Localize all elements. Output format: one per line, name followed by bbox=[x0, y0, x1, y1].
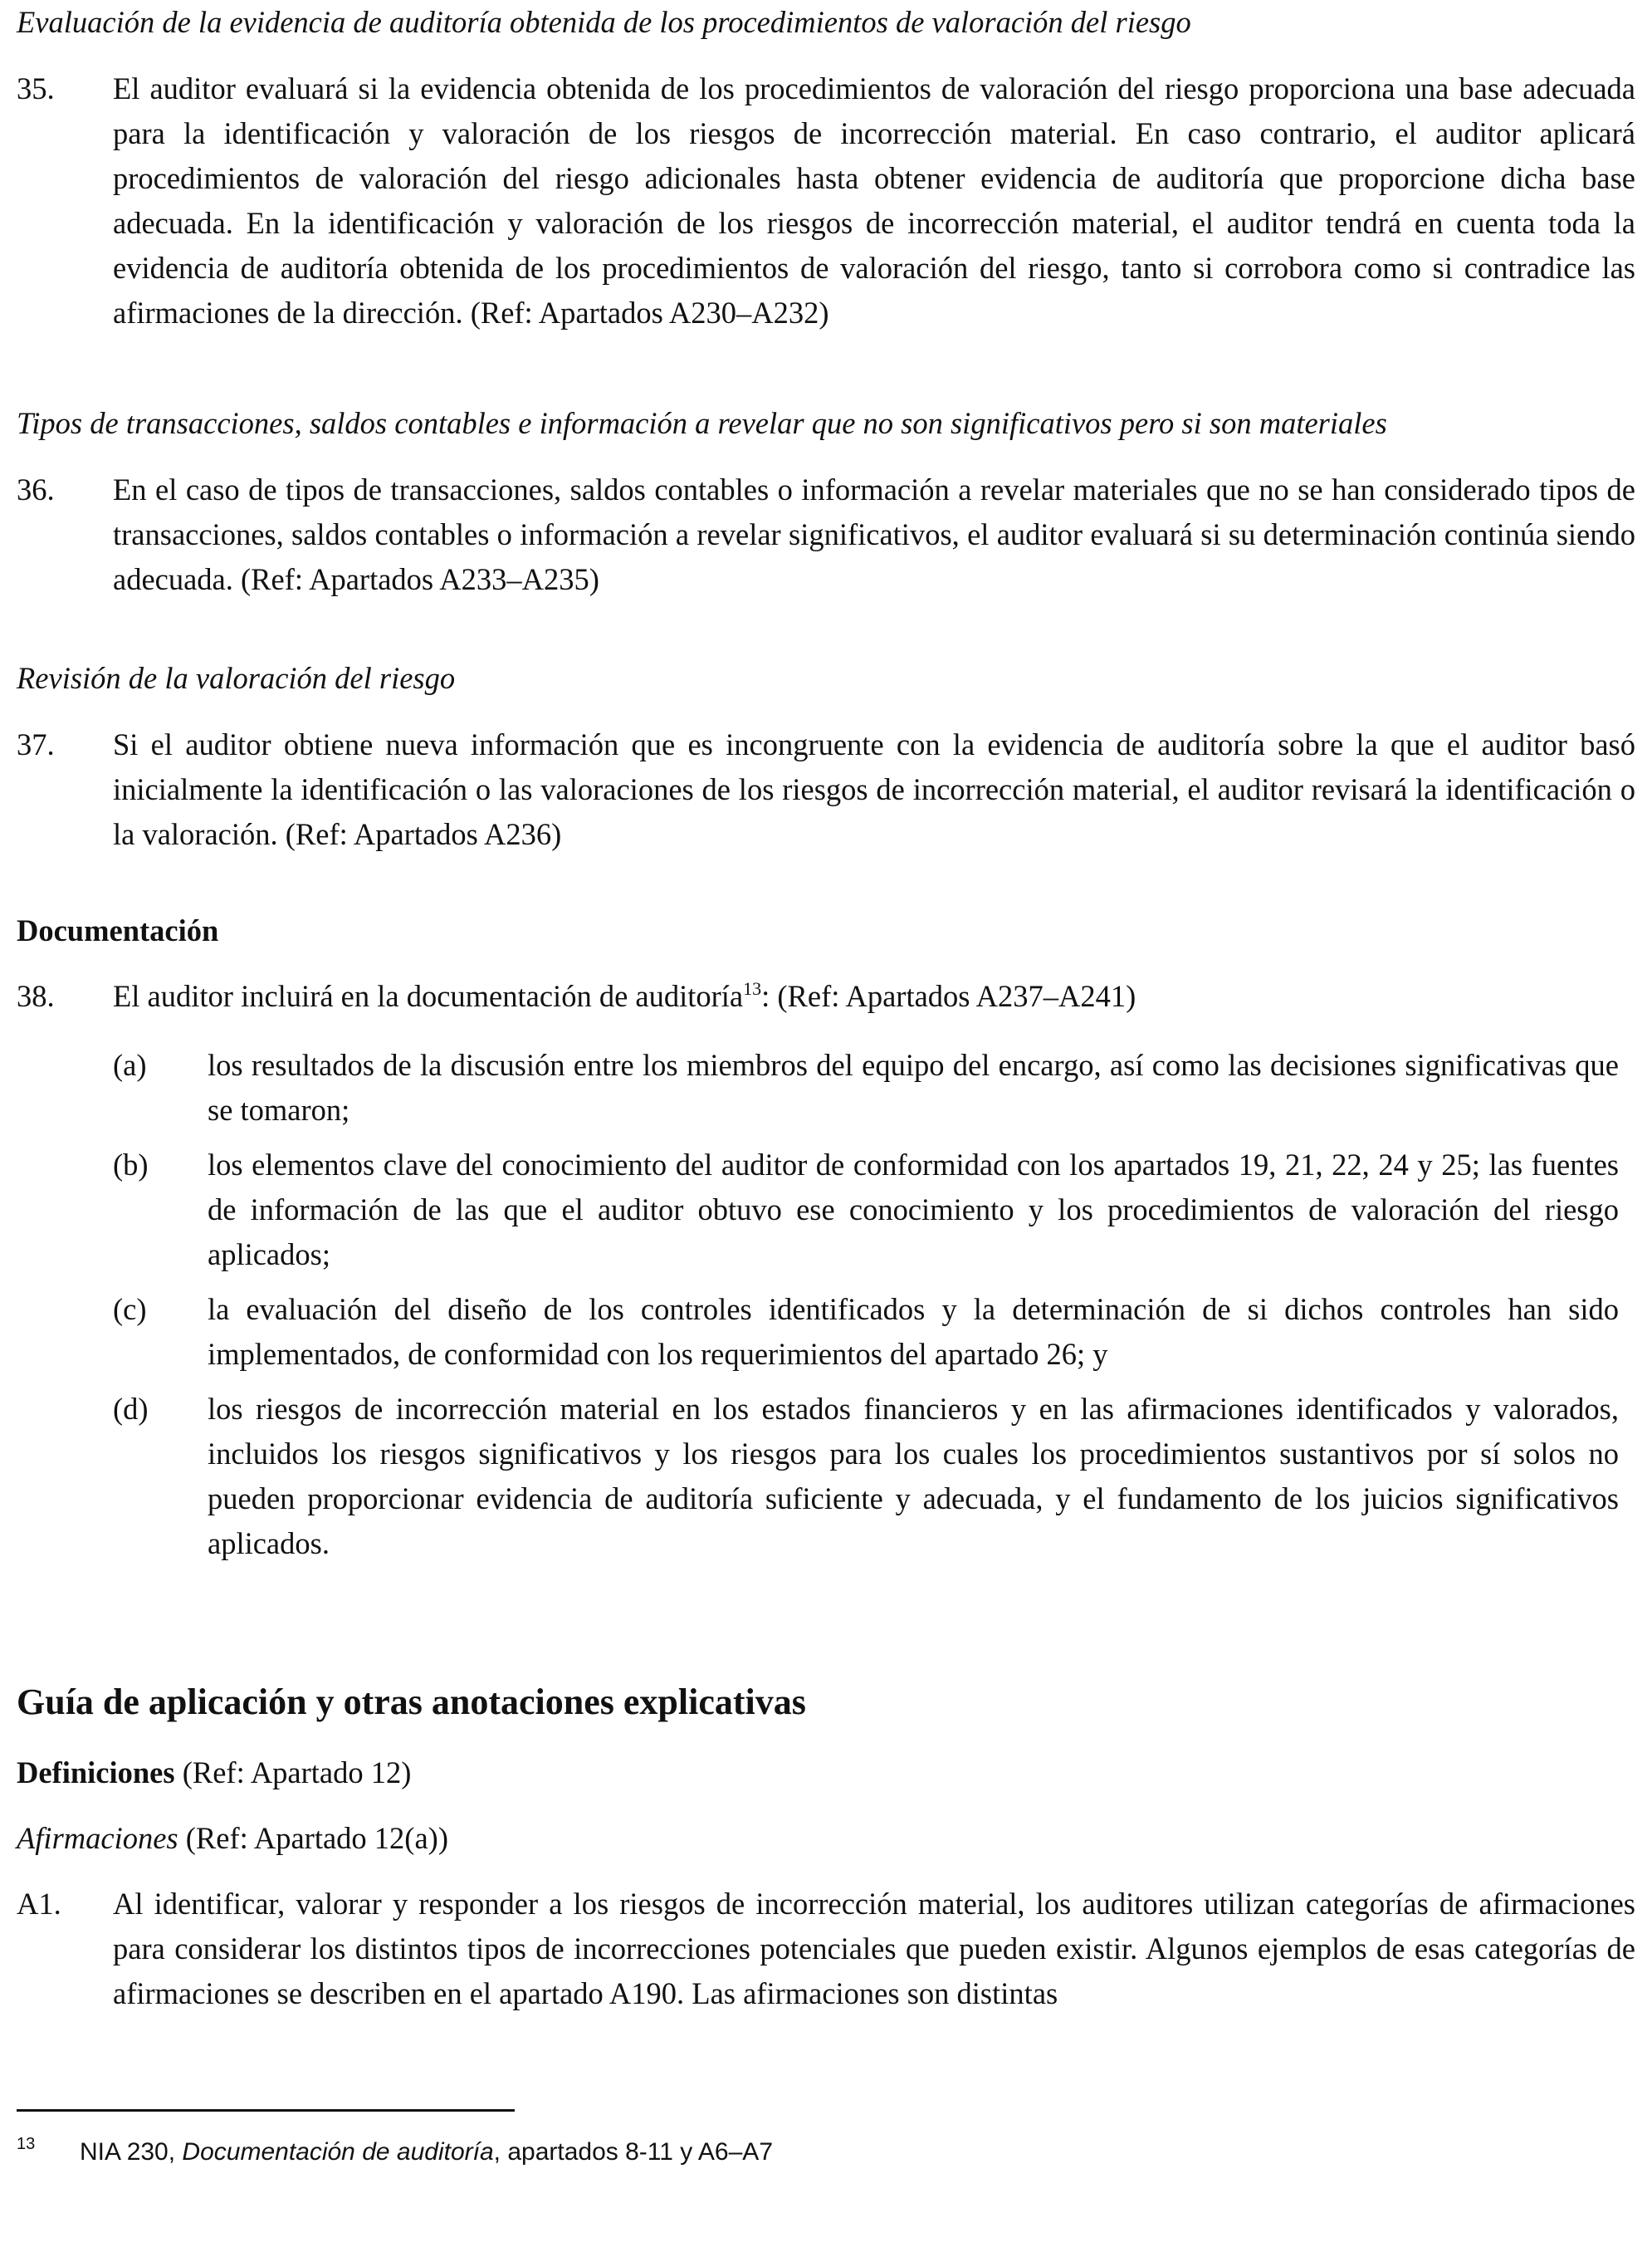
paragraph-A1 bbox=[17, 1882, 1635, 2016]
list-item-a bbox=[113, 1043, 1619, 1133]
list-item-d bbox=[113, 1387, 1619, 1566]
footnote-text-before: NIA 230, bbox=[80, 2138, 183, 2166]
item-label: (a) bbox=[113, 1048, 147, 1082]
list-item-b bbox=[113, 1143, 1619, 1277]
item-text: los riesgos de incorrección material en los estados financieros y en las afirmaciones identificados y valorados, incluidos los riesgos significativos y los riesgos para los cuales los procedimientos sustantivos por sí solos no pueden proporcionar evidencia de auditoría suficiente y adecuada, y el fundamento de los juicios significativos aplicados. bbox=[208, 1392, 1619, 1560]
paragraph-37 bbox=[17, 722, 1635, 857]
paragraph-number: 36. bbox=[17, 472, 55, 507]
paragraph-number: 37. bbox=[17, 727, 55, 761]
section-heading-definitions bbox=[17, 1750, 411, 1795]
item-text: los elementos clave del conocimiento del auditor de conformidad con los apartados 19, 21, 22, 24 y 25; las fuentes de información de las que el auditor obtuvo ese conocimiento y los procedimientos de valoración del riesgo aplicados; bbox=[208, 1148, 1619, 1271]
section-heading-assertions bbox=[17, 1816, 448, 1861]
footnote-title: Documentación de auditoría bbox=[182, 2138, 494, 2166]
paragraph-text: En el caso de tipos de transacciones, saldos contables o información a revelar materiales que no se han considerado tipos de transacciones, saldos contables o información a revelar significativos, el auditor evaluará si su determinación continúa siendo adecuada. (Ref: Apartados A233–A235) bbox=[113, 472, 1635, 596]
paragraph-text: El auditor evaluará si la evidencia obtenida de los procedimientos de valoración del riesgo proporciona una base adecuada para la identificación y valoración de los riesgos de incorrección material. En caso contrario, el auditor aplicará procedimientos de valoración del riesgo adicionales hasta obtener evidencia de auditoría que proporcione dicha base adecuada. En la identificación y valoración de los riesgos de incorrección material, el auditor tendrá en cuenta toda la evidencia de auditoría obtenida de los procedimientos de valoración del riesgo, tanto si corrobora como si contradice las afirmaciones de la dirección. (Ref: Apartados A230–A232) bbox=[113, 71, 1635, 330]
footnote-reference: 13 bbox=[743, 978, 762, 999]
footnote-number: 13 bbox=[17, 2135, 36, 2153]
footnote-text-after: , apartados 8-11 y A6–A7 bbox=[493, 2138, 773, 2166]
section-heading-evaluation: Evaluación de la evidencia de auditoría obtenida de los procedimientos de valoración del riesgo bbox=[17, 5, 1191, 39]
list-item-c bbox=[113, 1287, 1619, 1377]
section-heading-application-guide: Guía de aplicación y otras anotaciones explicativas bbox=[17, 1682, 806, 1722]
item-text: la evaluación del diseño de los controles identificados y la determinación de si dichos controles han sido implementados, de conformidad con los requerimientos del apartado 26; y bbox=[208, 1292, 1619, 1371]
paragraph-38-items bbox=[113, 1043, 1619, 1576]
assertions-title: Afirmaciones bbox=[17, 1821, 178, 1855]
section-heading-revision: Revisión de la valoración del riesgo bbox=[17, 661, 456, 695]
assertions-ref: (Ref: Apartado 12(a)) bbox=[178, 1821, 448, 1855]
definitions-ref: (Ref: Apartado 12) bbox=[174, 1755, 412, 1789]
paragraph-number: 38. bbox=[17, 979, 55, 1013]
item-label: (c) bbox=[113, 1292, 147, 1326]
paragraph-35 bbox=[17, 66, 1635, 335]
paragraph-text bbox=[113, 974, 1635, 1019]
section-heading-non-significant: Tipos de transacciones, saldos contables e información a revelar que no son significativos pero si son materiales bbox=[17, 406, 1387, 440]
item-text: los resultados de la discusión entre los miembros del equipo del encargo, así como las decisiones significativas que se tomaron; bbox=[208, 1048, 1619, 1127]
paragraph-38 bbox=[17, 974, 1635, 1019]
item-label: (d) bbox=[113, 1392, 149, 1426]
paragraph-38-text-after: : (Ref: Apartados A237–A241) bbox=[761, 979, 1136, 1013]
paragraph-38-text-before: El auditor incluirá en la documentación de auditoría bbox=[113, 979, 744, 1013]
paragraph-text: Si el auditor obtiene nueva información que es incongruente con la evidencia de auditoría sobre la que el auditor basó inicialmente la identificación o las valoraciones de los riesgos de incorrección material, el auditor revisará la identificación o la valoración. (Ref: Apartados A236) bbox=[113, 727, 1635, 851]
item-label: (b) bbox=[113, 1148, 149, 1182]
paragraph-text: Al identificar, valorar y responder a los riesgos de incorrección material, los auditores utilizan categorías de afirmaciones para considerar los distintos tipos de incorrecciones potenciales que pueden existir. Algunos ejemplos de esas categorías de afirmaciones se describen en el apartado A190. Las afirmaciones son distintas bbox=[113, 1887, 1635, 2010]
footnote-separator bbox=[17, 2109, 515, 2112]
paragraph-number: 35. bbox=[17, 71, 55, 105]
definitions-title: Definiciones bbox=[17, 1755, 175, 1789]
footnote-text bbox=[80, 2136, 773, 2169]
paragraph-number: A1. bbox=[17, 1887, 61, 1921]
paragraph-36 bbox=[17, 468, 1635, 602]
section-heading-documentation: Documentación bbox=[17, 913, 219, 947]
